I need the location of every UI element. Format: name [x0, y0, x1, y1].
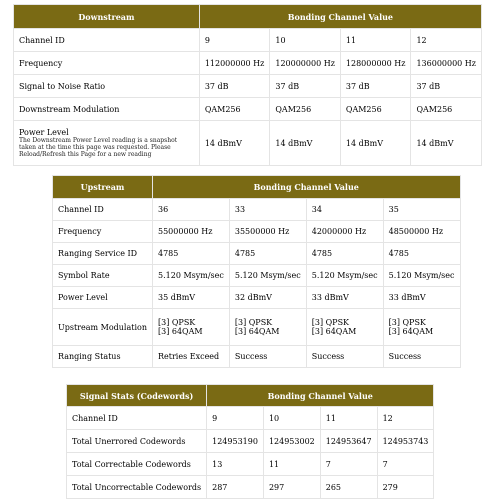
modulation-line: [3] 64QAM: [388, 327, 434, 336]
cell-value: 7: [321, 453, 377, 475]
downstream-header-row: [14, 5, 481, 28]
cell-value: [384, 309, 460, 345]
cell-value: 112000000 Hz: [200, 52, 270, 74]
row-label: Frequency: [14, 52, 199, 74]
row-label: Ranging Service ID: [53, 243, 152, 264]
table-row: [53, 243, 460, 264]
table-row: [67, 453, 433, 475]
cell-value: 55000000 Hz: [153, 221, 229, 242]
modulation-line: [3] QPSK: [311, 318, 350, 327]
signal-stats-table: [66, 384, 434, 499]
cell-value: 14 dBmV: [270, 121, 340, 165]
cell-value: 11: [264, 453, 320, 475]
modulation-line: [3] 64QAM: [234, 327, 280, 336]
cell-value: 287: [207, 476, 263, 498]
row-label: Symbol Rate: [53, 265, 152, 286]
table-row: [14, 75, 481, 97]
cell-value: Retries Exceed: [153, 346, 229, 367]
cell-value: 4785: [307, 243, 383, 264]
signal-stats-header-value: Bonding Channel Value: [207, 385, 433, 406]
signal-stats-header-row: [67, 385, 433, 406]
table-row: [53, 346, 460, 367]
row-label: Total Uncorrectable Codewords: [67, 476, 206, 498]
cell-value: 128000000 Hz: [341, 52, 411, 74]
cell-value: 37 dB: [200, 75, 270, 97]
table-row: [53, 309, 460, 345]
table-row: [67, 476, 433, 498]
cell-value: QAM256: [411, 98, 481, 120]
modulation-line: [3] 64QAM: [311, 327, 357, 336]
upstream-header-value: Bonding Channel Value: [153, 176, 460, 198]
cell-value: Success: [307, 346, 383, 367]
cell-value: 124953190: [207, 430, 263, 452]
cell-value: 124953743: [378, 430, 434, 452]
cell-value: 33 dBmV: [307, 287, 383, 308]
table-row: [14, 29, 481, 51]
cell-value: 9: [207, 407, 263, 429]
downstream-header-value: Bonding Channel Value: [200, 5, 481, 28]
cell-value: 279: [378, 476, 434, 498]
power-level-note: The Downstream Power Level reading is a snapshot taken at the time this page was requested. Please Reload/Refresh this Page for a new reading: [19, 137, 178, 158]
signal-stats-header-label: Signal Stats (Codewords): [67, 385, 206, 406]
cell-value: QAM256: [270, 98, 340, 120]
row-label: Power Level: [19, 128, 69, 137]
cell-value: 5.120 Msym/sec: [230, 265, 306, 286]
cell-value: 120000000 Hz: [270, 52, 340, 74]
cell-value: 35 dBmV: [153, 287, 229, 308]
row-label: Downstream Modulation: [14, 98, 199, 120]
table-row: [53, 287, 460, 308]
cell-value: Success: [230, 346, 306, 367]
table-row: [67, 430, 433, 452]
modulation-line: [3] 64QAM: [158, 327, 203, 336]
table-row: [14, 98, 481, 120]
cell-value: 5.120 Msym/sec: [307, 265, 383, 286]
row-label: Total Unerrored Codewords: [67, 430, 206, 452]
cell-value: 5.120 Msym/sec: [153, 265, 229, 286]
cell-value: 35500000 Hz: [230, 221, 306, 242]
row-label: Signal to Noise Ratio: [14, 75, 199, 97]
cell-value: 4785: [230, 243, 306, 264]
cell-value: 12: [411, 29, 481, 51]
cell-value: 9: [200, 29, 270, 51]
cell-value: 37 dB: [270, 75, 340, 97]
cell-value: 33: [230, 199, 306, 220]
row-label: Upstream Modulation: [53, 309, 152, 345]
modulation-line: [3] QPSK: [234, 318, 273, 327]
cell-value: 4785: [384, 243, 460, 264]
cell-value: 11: [341, 29, 411, 51]
cell-value: 34: [307, 199, 383, 220]
cell-value: QAM256: [341, 98, 411, 120]
cell-value: 10: [270, 29, 340, 51]
row-label: Channel ID: [53, 199, 152, 220]
upstream-header-label: Upstream: [53, 176, 152, 198]
cell-value: 36: [153, 199, 229, 220]
cell-value: 7: [378, 453, 434, 475]
cell-value: 14 dBmV: [341, 121, 411, 165]
row-label: Frequency: [53, 221, 152, 242]
row-label: Channel ID: [14, 29, 199, 51]
cell-value: 11: [321, 407, 377, 429]
table-row: [53, 265, 460, 286]
cell-value: [307, 309, 383, 345]
cell-value: 10: [264, 407, 320, 429]
cell-value: 5.120 Msym/sec: [384, 265, 460, 286]
row-label: Ranging Status: [53, 346, 152, 367]
cell-value: 13: [207, 453, 263, 475]
cell-value: QAM256: [200, 98, 270, 120]
table-row: [14, 52, 481, 74]
upstream-header-row: [53, 176, 460, 198]
cell-value: [230, 309, 306, 345]
row-label: Total Correctable Codewords: [67, 453, 206, 475]
cell-value: 136000000 Hz: [411, 52, 481, 74]
upstream-table: [52, 175, 461, 368]
row-label: Power Level: [53, 287, 152, 308]
table-row: [53, 221, 460, 242]
cell-value: 124953002: [264, 430, 320, 452]
downstream-table: [13, 4, 482, 166]
cell-value: 48500000 Hz: [384, 221, 460, 242]
downstream-header-label: Downstream: [14, 5, 199, 28]
cell-value: 37 dB: [411, 75, 481, 97]
cell-value: 42000000 Hz: [307, 221, 383, 242]
table-row: [14, 121, 481, 165]
cell-value: [153, 309, 229, 345]
row-label: Channel ID: [67, 407, 206, 429]
cell-value: 265: [321, 476, 377, 498]
modulation-line: [3] QPSK: [388, 318, 426, 327]
cell-value: 32 dBmV: [230, 287, 306, 308]
cell-value: 124953647: [321, 430, 377, 452]
cell-value: 14 dBmV: [411, 121, 481, 165]
cell-value: Success: [384, 346, 460, 367]
cell-value: 12: [378, 407, 434, 429]
row-label-power-level: [14, 121, 199, 165]
table-row: [67, 407, 433, 429]
cell-value: 4785: [153, 243, 229, 264]
cell-value: 33 dBmV: [384, 287, 460, 308]
cell-value: 35: [384, 199, 460, 220]
table-row: [53, 199, 460, 220]
cell-value: 14 dBmV: [200, 121, 270, 165]
cell-value: 297: [264, 476, 320, 498]
cell-value: 37 dB: [341, 75, 411, 97]
modulation-line: [3] QPSK: [158, 318, 196, 327]
